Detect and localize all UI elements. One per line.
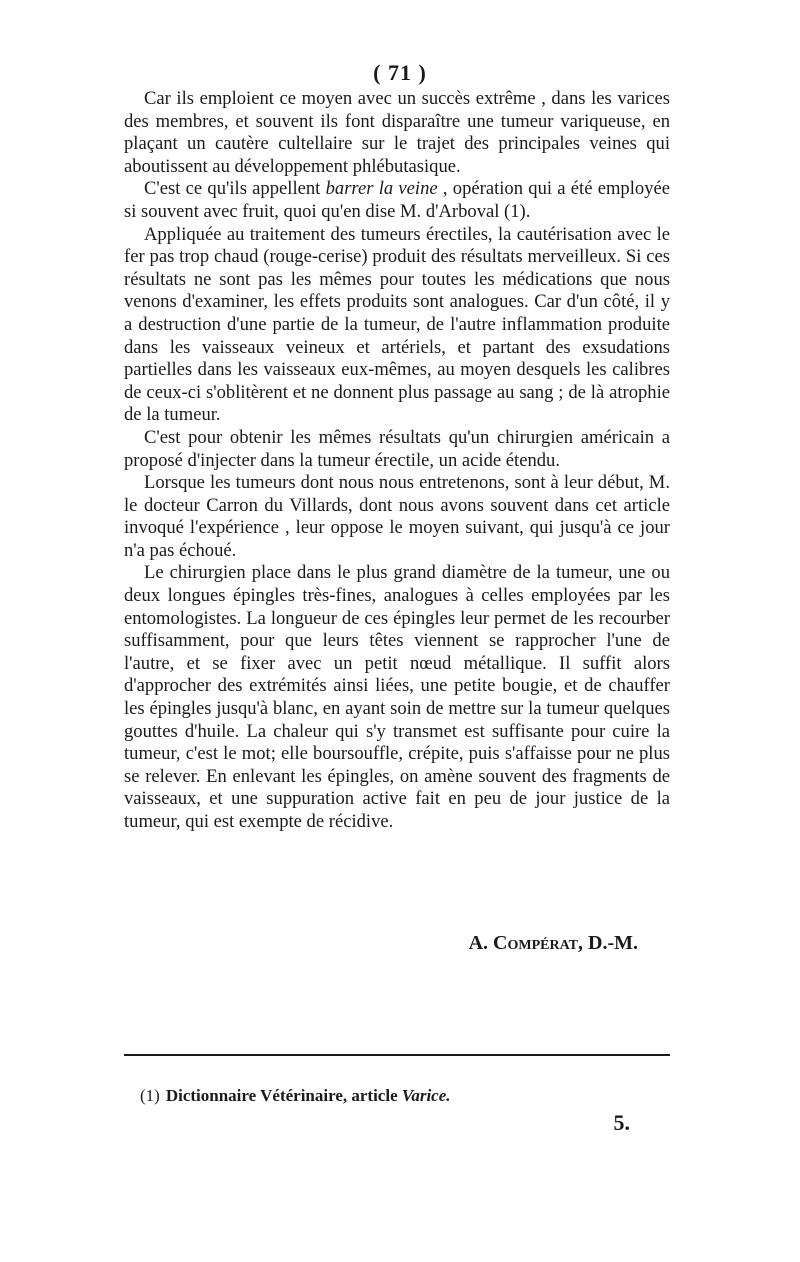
paragraph-2-text-after: , opération qui a été employée si souvent avec fruit, quoi qu'en dise M. d'Arboval (1). xyxy=(124,178,670,222)
footnote-number: (1) xyxy=(140,1086,160,1105)
paragraph-1: Car ils emploient ce moyen avec un succès extrême , dans les varices des membres, et souvent ils font disparaître une tumeur variqueuse, en plaçant un cautère cultellaire sur le trajet des principales veines qui aboutissent au développement phlébutasique. xyxy=(124,88,670,177)
paragraph-2-italic: barrer la veine xyxy=(325,178,438,200)
footnote xyxy=(140,1086,670,1106)
footnote-divider xyxy=(124,1054,670,1056)
signature-name: Compérat xyxy=(493,932,579,954)
paragraph-4: C'est pour obtenir les mêmes résultats qu'un chirurgien américain a proposé d'injecter dans la tumeur érectile, un acide étendu. xyxy=(124,426,670,471)
signature-initial: A. xyxy=(468,932,489,954)
body-text xyxy=(124,88,670,834)
printer-signature-mark: 5. xyxy=(613,1110,630,1135)
signature-suffix: , D.-M. xyxy=(578,932,638,954)
footnote-italic: Varice. xyxy=(401,1086,451,1105)
author-signature xyxy=(400,932,638,955)
footnote-text: Dictionnaire Vétérinaire, article xyxy=(165,1086,402,1105)
paragraph-5: Lorsque les tumeurs dont nous nous entretenons, sont à leur début, M. le docteur Carron du Villards, dont nous avons souvent dans cet article invoqué l'expérience , leur oppose le moyen suivant, qui jusqu'à ce jour n'a pas échoué. xyxy=(124,472,670,561)
paragraph-2-text-before: C'est ce qu'ils appellent xyxy=(144,178,326,200)
paragraph-3: Appliquée au traitement des tumeurs érectiles, la cautérisation avec le fer pas trop chaud (rouge-cerise) produit des résultats merveilleux. Si ces résultats ne sont pas les mêmes pour toutes les médications que nous venons d'examiner, les effets produits sont analogues. Car d'un côté, il y a destruction d'une partie de la tumeur, de l'autre inflammation produite dans les vaisseaux veineux et artériels, et partant des exsudations partielles dans les vaisseaux eux-mêmes, au moyen desquels les calibres de ceux-ci s'oblitèrent et ne donnent plus passage au sang ; de là atrophie de la tumeur. xyxy=(124,223,670,426)
paragraph-2 xyxy=(124,178,670,223)
page-number: ( 71 ) xyxy=(373,60,427,85)
paragraph-6: Le chirurgien place dans le plus grand diamètre de la tumeur, une ou deux longues épingles très-fines, analogues à celles employées par les entomologistes. La longueur de ces épingles leur permet de les recourber suffisamment, pour que leurs têtes viennent se rapprocher l'une de l'autre, et se fixer avec un petit nœud métallique. Il suffit alors d'approcher des extrémités ainsi liées, une petite bougie, et de chauffer les épingles jusqu'à blanc, en ayant soin de mettre sur la tumeur quelques gouttes d'huile. La chaleur qui s'y transmet est suffisante pour cuire la tumeur, c'est le mot; elle boursouffle, crépite, puis s'affaisse pour ne plus se relever. En enlevant les épingles, on amène souvent des fragments de vaisseaux, et une suppuration active fait en peu de jour justice de la tumeur, qui est exempte de récidive. xyxy=(124,562,670,832)
